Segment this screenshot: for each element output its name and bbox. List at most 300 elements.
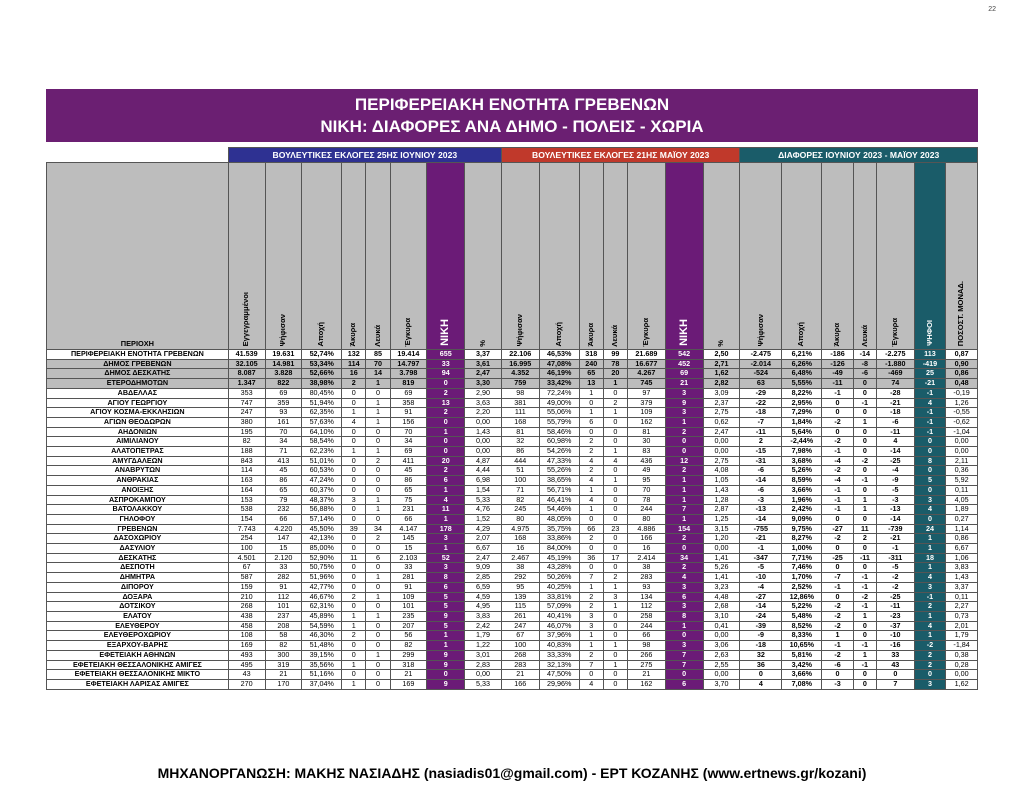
table-row xyxy=(47,485,978,495)
cell-col-2: 52,66% xyxy=(302,369,342,379)
cell-col-3: 0 xyxy=(342,670,366,680)
cell-col-5: 3.798 xyxy=(390,369,427,379)
column-header-16 xyxy=(782,163,822,350)
cell-col-3: 1 xyxy=(342,679,366,689)
cell-col-1: 14.981 xyxy=(265,359,302,369)
cell-col-7: 1,54 xyxy=(465,485,502,495)
cell-col-8: 22.106 xyxy=(501,350,539,360)
cell-col-19: -25 xyxy=(876,456,914,466)
cell-col-6: 2 xyxy=(427,408,465,418)
cell-col-17: 0 xyxy=(822,398,854,408)
cell-col-2: 51,01% xyxy=(302,456,342,466)
cell-col-15: -24 xyxy=(740,611,782,621)
row-area-name: ΕΛΑΤΟΥ xyxy=(47,611,229,621)
cell-col-3: 4 xyxy=(342,417,366,427)
results-table-container xyxy=(46,147,978,729)
cell-col-19: -23 xyxy=(876,611,914,621)
cell-col-4: 1 xyxy=(366,505,390,515)
cell-col-0: 100 xyxy=(228,544,265,554)
cell-col-15: -9 xyxy=(740,631,782,641)
cell-col-20: -21 xyxy=(914,379,946,389)
cell-col-8: 283 xyxy=(501,660,539,670)
cell-col-2: 47,24% xyxy=(302,476,342,486)
cell-col-8: 444 xyxy=(501,456,539,466)
cell-col-20: 24 xyxy=(914,524,946,534)
row-area-name: ΔΗΜΟΣ ΓΡΕΒΕΝΩΝ xyxy=(47,359,229,369)
cell-col-19: -28 xyxy=(876,388,914,398)
cell-col-0: 195 xyxy=(228,427,265,437)
cell-col-7: 0,00 xyxy=(465,437,502,447)
cell-col-21: 0,28 xyxy=(946,660,978,670)
cell-col-14: 2,68 xyxy=(703,602,740,612)
cell-col-20: 4 xyxy=(914,398,946,408)
cell-col-13: 1 xyxy=(665,417,703,427)
cell-col-6: 3 xyxy=(427,563,465,573)
cell-col-14: 1,05 xyxy=(703,476,740,486)
cell-col-7: 0,00 xyxy=(465,670,502,680)
cell-col-18: -1 xyxy=(853,582,876,592)
cell-col-12: 436 xyxy=(627,456,665,466)
cell-col-4: 0 xyxy=(366,660,390,670)
cell-col-2: 57,14% xyxy=(302,514,342,524)
cell-col-9: 60,98% xyxy=(539,437,579,447)
cell-col-21: 0,38 xyxy=(946,650,978,660)
cell-col-15: -18 xyxy=(740,408,782,418)
cell-col-20: 0 xyxy=(914,466,946,476)
cell-col-16: 9,75% xyxy=(782,524,822,534)
column-header-6 xyxy=(427,163,465,350)
cell-col-10: 1 xyxy=(579,505,603,515)
cell-col-15: -14 xyxy=(740,514,782,524)
title-line-1: ΠΕΡΙΦΕΡΕΙΑΚΗ ΕΝΟΤΗΤΑ ΓΡΕΒΕΝΩΝ xyxy=(354,95,670,114)
cell-col-18: 0 xyxy=(853,544,876,554)
cell-col-2: 45,50% xyxy=(302,524,342,534)
cell-col-5: 156 xyxy=(390,417,427,427)
cell-col-19: -3 xyxy=(876,495,914,505)
cell-col-12: 16 xyxy=(627,544,665,554)
cell-col-12: 2.414 xyxy=(627,553,665,563)
table-row xyxy=(47,553,978,563)
cell-col-10: 2 xyxy=(579,466,603,476)
cell-col-5: 69 xyxy=(390,447,427,457)
cell-col-11: 3 xyxy=(603,592,627,602)
cell-col-10: 2 xyxy=(579,447,603,457)
cell-col-19: -6 xyxy=(876,417,914,427)
cell-col-4: 0 xyxy=(366,437,390,447)
cell-col-20: 0 xyxy=(914,447,946,457)
cell-col-16: 5,26% xyxy=(782,466,822,476)
column-header-7 xyxy=(465,163,502,350)
cell-col-3: 3 xyxy=(342,495,366,505)
cell-col-2: 80,45% xyxy=(302,388,342,398)
cell-col-21: 5,92 xyxy=(946,476,978,486)
cell-col-1: 147 xyxy=(265,534,302,544)
cell-col-21: 1,43 xyxy=(946,573,978,583)
cell-col-10: 65 xyxy=(579,369,603,379)
cell-col-17: 0 xyxy=(822,514,854,524)
cell-col-12: 134 xyxy=(627,592,665,602)
cell-col-8: 268 xyxy=(501,650,539,660)
cell-col-20: 1 xyxy=(914,563,946,573)
cell-col-16: -2,44% xyxy=(782,437,822,447)
cell-col-15: 63 xyxy=(740,379,782,389)
cell-col-8: 381 xyxy=(501,398,539,408)
cell-col-12: 80 xyxy=(627,514,665,524)
cell-col-4: 0 xyxy=(366,631,390,641)
cell-col-11: 2 xyxy=(603,573,627,583)
cell-col-4: 14 xyxy=(366,369,390,379)
cell-col-4: 0 xyxy=(366,582,390,592)
row-area-name: ΔΑΣΟΧΩΡΙΟΥ xyxy=(47,534,229,544)
cell-col-20: 0 xyxy=(914,437,946,447)
cell-col-5: 101 xyxy=(390,602,427,612)
cell-col-10: 66 xyxy=(579,524,603,534)
column-header-label: Λευκά xyxy=(859,324,869,347)
cell-col-5: 82 xyxy=(390,641,427,651)
cell-col-5: 65 xyxy=(390,485,427,495)
cell-col-20: 2 xyxy=(914,660,946,670)
cell-col-6: 0 xyxy=(427,417,465,427)
column-header-label: ΝΙΚΗ xyxy=(439,319,452,347)
cell-col-9: 46,19% xyxy=(539,369,579,379)
cell-col-4: 1 xyxy=(366,650,390,660)
cell-col-16: 5,64% xyxy=(782,427,822,437)
cell-col-10: 0 xyxy=(579,544,603,554)
row-area-name: ΔΗΜΟΣ ΔΕΣΚΑΤΗΣ xyxy=(47,369,229,379)
cell-col-14: 3,09 xyxy=(703,388,740,398)
cell-col-8: 261 xyxy=(501,611,539,621)
cell-col-8: 100 xyxy=(501,641,539,651)
cell-col-7: 3,63 xyxy=(465,398,502,408)
cell-col-18: 0 xyxy=(853,514,876,524)
cell-col-14: 2,50 xyxy=(703,350,740,360)
cell-col-13: 9 xyxy=(665,398,703,408)
cell-col-9: 46,07% xyxy=(539,621,579,631)
cell-col-14: 1,41 xyxy=(703,573,740,583)
cell-col-14: 1,25 xyxy=(703,514,740,524)
cell-col-20: -1 xyxy=(914,427,946,437)
cell-col-0: 82 xyxy=(228,437,265,447)
cell-col-16: 5,55% xyxy=(782,379,822,389)
cell-col-15: -2.475 xyxy=(740,350,782,360)
cell-col-21: 0,73 xyxy=(946,611,978,621)
cell-col-8: 247 xyxy=(501,621,539,631)
row-area-name: ΕΤΕΡΟΔΗΜΟΤΩΝ xyxy=(47,379,229,389)
cell-col-15: 32 xyxy=(740,650,782,660)
cell-col-17: -1 xyxy=(822,485,854,495)
cell-col-8: 16.995 xyxy=(501,359,539,369)
column-header-label: % xyxy=(477,339,487,347)
cell-col-10: 2 xyxy=(579,650,603,660)
table-row xyxy=(47,534,978,544)
cell-col-11: 2 xyxy=(603,398,627,408)
cell-col-6: 0 xyxy=(427,437,465,447)
column-header-label: Αποχή xyxy=(553,321,563,347)
cell-col-1: 34 xyxy=(265,437,302,447)
cell-col-16: 12,86% xyxy=(782,592,822,602)
table-row xyxy=(47,388,978,398)
cell-col-3: 0 xyxy=(342,544,366,554)
cell-col-0: 153 xyxy=(228,495,265,505)
cell-col-21: 1,89 xyxy=(946,505,978,515)
cell-col-11: 99 xyxy=(603,350,627,360)
row-area-name: ΔΗΜΗΤΡΑ xyxy=(47,573,229,583)
cell-col-15: -15 xyxy=(740,447,782,457)
cell-col-10: 1 xyxy=(579,485,603,495)
cell-col-20: 25 xyxy=(914,369,946,379)
cell-col-6: 1 xyxy=(427,514,465,524)
column-header-label: Ψήφισαν xyxy=(755,313,765,347)
cell-col-3: 0 xyxy=(342,398,366,408)
row-area-name: ΑΜΥΓΔΑΛΕΩΝ xyxy=(47,456,229,466)
cell-col-18: 0 xyxy=(853,427,876,437)
cell-col-10: 0 xyxy=(579,514,603,524)
cell-col-12: 4.886 xyxy=(627,524,665,534)
table-row xyxy=(47,514,978,524)
cell-col-3: 39 xyxy=(342,524,366,534)
cell-col-1: 4.220 xyxy=(265,524,302,534)
cell-col-11: 17 xyxy=(603,553,627,563)
cell-col-2: 51,96% xyxy=(302,573,342,583)
cell-col-4: 2 xyxy=(366,534,390,544)
cell-col-19: -21 xyxy=(876,534,914,544)
cell-col-14: 3,06 xyxy=(703,641,740,651)
cell-col-15: -7 xyxy=(740,417,782,427)
cell-col-1: 359 xyxy=(265,398,302,408)
cell-col-10: 3 xyxy=(579,621,603,631)
cell-col-13: 3 xyxy=(665,388,703,398)
cell-col-12: 16.677 xyxy=(627,359,665,369)
cell-col-18: -1 xyxy=(853,476,876,486)
cell-col-21: 6,67 xyxy=(946,544,978,554)
cell-col-18: 2 xyxy=(853,534,876,544)
cell-col-20: 113 xyxy=(914,350,946,360)
cell-col-7: 2,42 xyxy=(465,621,502,631)
cell-col-14: 2,75 xyxy=(703,408,740,418)
cell-col-13: 452 xyxy=(665,359,703,369)
cell-col-16: 7,98% xyxy=(782,447,822,457)
cell-col-5: 411 xyxy=(390,456,427,466)
cell-col-11: 1 xyxy=(603,379,627,389)
cell-col-11: 0 xyxy=(603,534,627,544)
cell-col-17: 1 xyxy=(822,631,854,641)
cell-col-4: 1 xyxy=(366,447,390,457)
cell-col-6: 1 xyxy=(427,544,465,554)
cell-col-11: 78 xyxy=(603,359,627,369)
cell-col-14: 0,00 xyxy=(703,437,740,447)
cell-col-2: 85,00% xyxy=(302,544,342,554)
cell-col-16: 8,52% xyxy=(782,621,822,631)
cell-col-7: 0,00 xyxy=(465,417,502,427)
cell-col-9: 72,24% xyxy=(539,388,579,398)
column-header-label: Ψήφισαν xyxy=(514,313,524,347)
table-row xyxy=(47,427,978,437)
cell-col-18: 0 xyxy=(853,408,876,418)
table-row xyxy=(47,679,978,689)
cell-col-5: 318 xyxy=(390,660,427,670)
cell-col-1: 319 xyxy=(265,660,302,670)
cell-col-4: 70 xyxy=(366,359,390,369)
cell-col-10: 4 xyxy=(579,679,603,689)
cell-col-16: 9,09% xyxy=(782,514,822,524)
cell-col-6: 9 xyxy=(427,650,465,660)
cell-col-4: 1 xyxy=(366,398,390,408)
cell-col-11: 0 xyxy=(603,485,627,495)
cell-col-4: 0 xyxy=(366,563,390,573)
cell-col-10: 2 xyxy=(579,437,603,447)
cell-col-17: -11 xyxy=(822,379,854,389)
cell-col-6: 2 xyxy=(427,466,465,476)
cell-col-0: 210 xyxy=(228,592,265,602)
cell-col-4: 1 xyxy=(366,408,390,418)
cell-col-11: 0 xyxy=(603,437,627,447)
cell-col-7: 2,20 xyxy=(465,408,502,418)
cell-col-9: 57,09% xyxy=(539,602,579,612)
cell-col-17: -2 xyxy=(822,437,854,447)
cell-col-18: -2 xyxy=(853,456,876,466)
column-header-13 xyxy=(665,163,703,350)
column-header-label: Λευκά xyxy=(610,324,619,347)
cell-col-20: 4 xyxy=(914,621,946,631)
cell-col-21: 0,11 xyxy=(946,485,978,495)
cell-col-7: 1,52 xyxy=(465,514,502,524)
cell-col-17: -6 xyxy=(822,660,854,670)
cell-col-16: 3,42% xyxy=(782,660,822,670)
cell-col-10: 4 xyxy=(579,476,603,486)
row-area-name: ΕΦΕΤΕΙΑΚΗ ΑΘΗΝΩΝ xyxy=(47,650,229,660)
cell-col-11: 1 xyxy=(603,602,627,612)
table-row xyxy=(47,563,978,573)
cell-col-13: 12 xyxy=(665,456,703,466)
cell-col-1: 300 xyxy=(265,650,302,660)
cell-col-11: 1 xyxy=(603,582,627,592)
cell-col-14: 0,62 xyxy=(703,417,740,427)
cell-col-12: 745 xyxy=(627,379,665,389)
cell-col-19: -2 xyxy=(876,582,914,592)
cell-col-0: 587 xyxy=(228,573,265,583)
cell-col-8: 4.975 xyxy=(501,524,539,534)
cell-col-5: 66 xyxy=(390,514,427,524)
row-area-name: ΑΓΙΟΥ ΚΟΣΜΑ-ΕΚΚΛΗΣΙΩΝ xyxy=(47,408,229,418)
cell-col-14: 0,00 xyxy=(703,447,740,457)
cell-col-8: 67 xyxy=(501,631,539,641)
cell-col-7: 3,30 xyxy=(465,379,502,389)
cell-col-7: 2,83 xyxy=(465,660,502,670)
cell-col-0: 41.539 xyxy=(228,350,265,360)
cell-col-19: -1.880 xyxy=(876,359,914,369)
cell-col-4: 6 xyxy=(366,553,390,563)
cell-col-18: -1 xyxy=(853,573,876,583)
cell-col-19: -469 xyxy=(876,369,914,379)
cell-col-0: 353 xyxy=(228,388,265,398)
cell-col-5: 2.103 xyxy=(390,553,427,563)
cell-col-20: 2 xyxy=(914,602,946,612)
cell-col-17: 0 xyxy=(822,408,854,418)
cell-col-11: 0 xyxy=(603,495,627,505)
cell-col-6: 0 xyxy=(427,379,465,389)
cell-col-2: 48,37% xyxy=(302,495,342,505)
cell-col-5: 281 xyxy=(390,573,427,583)
cell-col-12: 112 xyxy=(627,602,665,612)
cell-col-12: 49 xyxy=(627,466,665,476)
cell-col-8: 292 xyxy=(501,573,539,583)
cell-col-14: 4,08 xyxy=(703,466,740,476)
cell-col-0: 438 xyxy=(228,611,265,621)
cell-col-17: -2 xyxy=(822,650,854,660)
row-area-name: ΑΙΜΙΛΙΑΝΟΥ xyxy=(47,437,229,447)
row-area-name: ΑΝΑΒΡΥΤΩΝ xyxy=(47,466,229,476)
cell-col-21: 0,27 xyxy=(946,514,978,524)
cell-col-1: 91 xyxy=(265,582,302,592)
cell-col-18: -1 xyxy=(853,398,876,408)
cell-col-19: -739 xyxy=(876,524,914,534)
cell-col-8: 51 xyxy=(501,466,539,476)
column-header-3 xyxy=(342,163,366,350)
cell-col-12: 66 xyxy=(627,631,665,641)
cell-col-0: 495 xyxy=(228,660,265,670)
cell-col-11: 0 xyxy=(603,427,627,437)
cell-col-13: 1 xyxy=(665,621,703,631)
cell-col-7: 6,98 xyxy=(465,476,502,486)
cell-col-12: 93 xyxy=(627,582,665,592)
cell-col-19: -311 xyxy=(876,553,914,563)
cell-col-5: 91 xyxy=(390,408,427,418)
table-row xyxy=(47,602,978,612)
cell-col-14: 0,41 xyxy=(703,621,740,631)
cell-col-17: -1 xyxy=(822,447,854,457)
cell-col-13: 154 xyxy=(665,524,703,534)
cell-col-1: 237 xyxy=(265,611,302,621)
cell-col-7: 6,59 xyxy=(465,582,502,592)
cell-col-12: 30 xyxy=(627,437,665,447)
cell-col-15: -1 xyxy=(740,544,782,554)
column-header-label: ΝΙΚΗ xyxy=(677,319,690,347)
cell-col-21: 0,90 xyxy=(946,359,978,369)
cell-col-1: 232 xyxy=(265,505,302,515)
table-row xyxy=(47,495,978,505)
table-row xyxy=(47,573,978,583)
group-may-2023: ΒΟΥΛΕΥΤΙΚΕΣ ΕΚΛΟΓΕΣ 21ΗΣ ΜΑΪΟΥ 2023 xyxy=(501,148,739,163)
cell-col-11: 1 xyxy=(603,408,627,418)
cell-col-3: 114 xyxy=(342,359,366,369)
cell-col-0: 538 xyxy=(228,505,265,515)
cell-col-7: 6,67 xyxy=(465,544,502,554)
cell-col-12: 244 xyxy=(627,505,665,515)
column-header-label: ΠΟΣΟΣΤ. ΜΟΝΑΔ. xyxy=(956,281,966,347)
cell-col-9: 50,26% xyxy=(539,573,579,583)
cell-col-3: 1 xyxy=(342,408,366,418)
column-header-10 xyxy=(579,163,603,350)
cell-col-16: 5,48% xyxy=(782,611,822,621)
cell-col-20: 0 xyxy=(914,670,946,680)
cell-col-15: -5 xyxy=(740,563,782,573)
row-area-name: ΔΟΞΑΡΑ xyxy=(47,592,229,602)
cell-col-21: 0,00 xyxy=(946,670,978,680)
cell-col-2: 62,23% xyxy=(302,447,342,457)
cell-col-10: 36 xyxy=(579,553,603,563)
table-row xyxy=(47,408,978,418)
cell-col-13: 4 xyxy=(665,573,703,583)
cell-col-18: -1 xyxy=(853,602,876,612)
cell-col-19: -14 xyxy=(876,447,914,457)
cell-col-8: 81 xyxy=(501,427,539,437)
cell-col-16: 8,59% xyxy=(782,476,822,486)
cell-col-5: 299 xyxy=(390,650,427,660)
footer-credits: ΜΗΧΑΝΟΡΓΑΝΩΣΗ: ΜΑΚΗΣ ΝΑΣΙΑΔΗΣ (nasiadis01@gmail.com) - ΕΡΤ ΚΟΖΑΝΗΣ (www.ertnews.gr/kozani) xyxy=(157,765,867,781)
cell-col-6: 6 xyxy=(427,582,465,592)
row-area-name: ΔΕΣΚΑΤΗΣ xyxy=(47,553,229,563)
cell-col-5: 33 xyxy=(390,563,427,573)
